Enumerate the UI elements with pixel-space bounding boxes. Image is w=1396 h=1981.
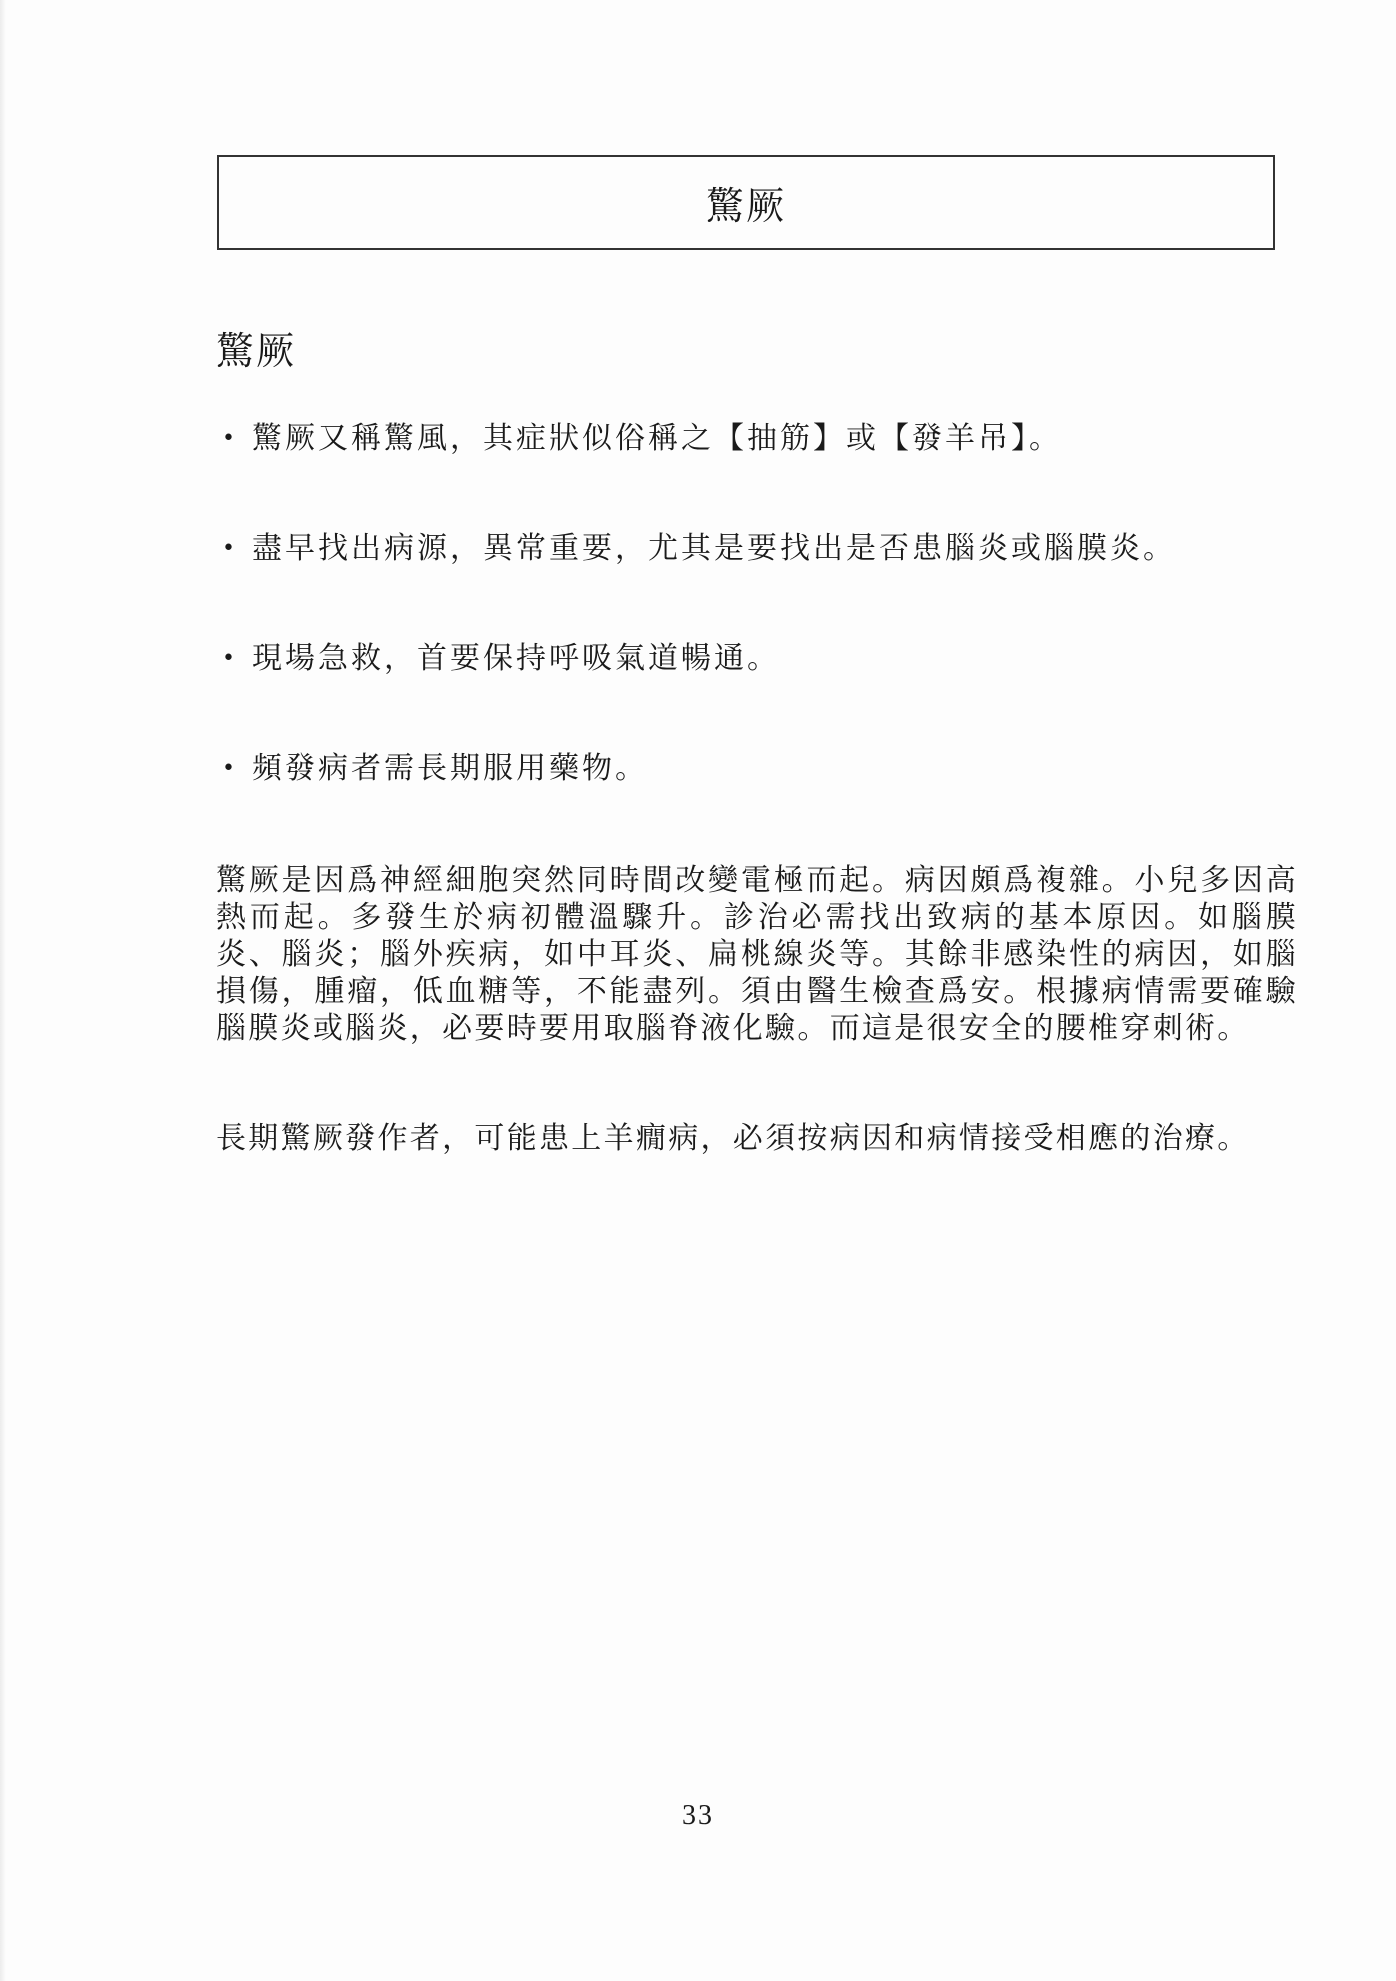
page-title: 驚厥 bbox=[705, 184, 786, 228]
bullet-icon: • bbox=[222, 426, 238, 451]
list-item bbox=[222, 412, 1282, 522]
section-heading: 驚厥 bbox=[216, 329, 297, 373]
list-item bbox=[222, 632, 1282, 742]
body-paragraph-causes: 驚厥是因爲神經細胞突然同時間改變電極而起。病因頗爲複雜。小兒多因高熱而起。多發生於病初體溫驟升。診治必需找出致病的基本原因。如腦膜炎、腦炎；腦外疾病，如中耳炎、扁桃線炎等。其餘非感染性的病因，如腦損傷，腫瘤，低血糖等，不能盡列。須由醫生檢查爲安。根據病情需要確驗腦膜炎或腦炎，必要時要用取腦脊液化驗。而這是很安全的腰椎穿刺術。 bbox=[216, 863, 1298, 1046]
page-edge-shadow bbox=[0, 0, 6, 1981]
title-box bbox=[217, 155, 1275, 250]
list-item-text: 頻發病者需長期服用藥物。 bbox=[252, 751, 648, 786]
list-item-text: 驚厥又稱驚風，其症狀似俗稱之【抽筋】或【發羊吊】。 bbox=[252, 421, 1062, 456]
list-item bbox=[222, 742, 1282, 852]
page-number: 33 bbox=[682, 1800, 714, 1831]
bullet-icon: • bbox=[222, 756, 238, 781]
bullet-icon: • bbox=[222, 536, 238, 561]
list-item-text: 現場急救，首要保持呼吸氣道暢通。 bbox=[252, 641, 780, 676]
key-points-list bbox=[222, 412, 1282, 852]
list-item bbox=[222, 522, 1282, 632]
list-item-text: 盡早找出病源，異常重要，尤其是要找出是否患腦炎或腦膜炎。 bbox=[252, 531, 1176, 566]
body-paragraph-long-term: 長期驚厥發作者，可能患上羊癇病，必須按病因和病情接受相應的治療。 bbox=[216, 1121, 1250, 1156]
bullet-icon: • bbox=[222, 646, 238, 671]
